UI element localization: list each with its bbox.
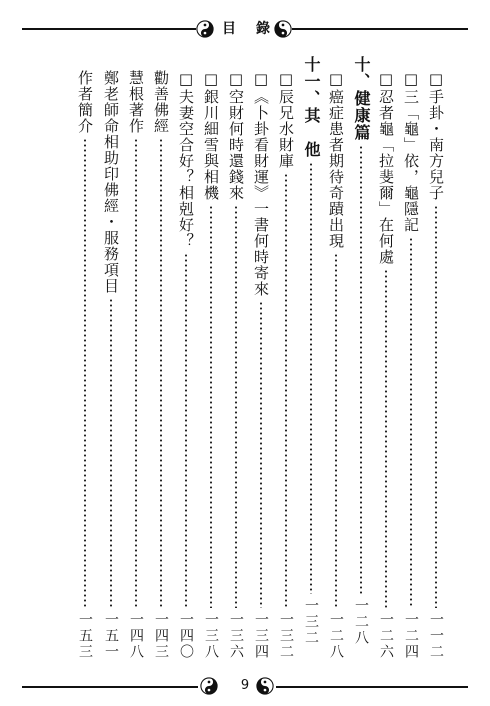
header-title-char-1: 目 bbox=[222, 21, 236, 37]
toc-section-title: 十一、其 他 bbox=[302, 56, 321, 158]
toc-entry-title: □《卜卦看財運》一書何時寄來 bbox=[252, 70, 270, 297]
toc-leader-dots bbox=[310, 162, 312, 594]
toc-leader-dots bbox=[210, 205, 212, 608]
toc-entry bbox=[398, 70, 424, 660]
yin-yang-icon bbox=[256, 677, 274, 695]
toc-entry bbox=[148, 70, 174, 660]
toc-leader-dots bbox=[235, 205, 237, 608]
toc-leader-dots bbox=[135, 138, 137, 608]
toc-entry-page: 一五一 bbox=[103, 612, 119, 660]
toc-entry-title: □忍者龜「拉斐爾」在何處 bbox=[377, 70, 395, 265]
toc-leader-dots bbox=[110, 298, 112, 608]
header-rule-left bbox=[22, 28, 196, 30]
toc-entry-title: □三「龜」依，龜隱記 bbox=[402, 70, 420, 233]
toc-entry-page: 一四〇 bbox=[178, 612, 194, 660]
toc-entry-page: 一二八 bbox=[353, 598, 369, 646]
toc-entry-page: 一三二 bbox=[303, 598, 319, 646]
toc-leader-dots bbox=[435, 205, 437, 608]
toc-entry bbox=[223, 70, 249, 660]
toc-leader-dots bbox=[285, 173, 287, 608]
toc-entry-title: □辰兄水財庫 bbox=[277, 70, 295, 169]
header-title-char-2: 錄 bbox=[256, 21, 270, 37]
toc-leader-dots bbox=[385, 269, 387, 608]
toc-entry-page: 一三二 bbox=[278, 612, 294, 660]
toc-entry-page: 一三四 bbox=[253, 612, 269, 660]
toc-entry-title: 作者簡介 bbox=[76, 70, 94, 134]
yin-yang-icon bbox=[196, 20, 214, 38]
toc-entry-page: 一二六 bbox=[378, 612, 394, 660]
toc-entry bbox=[72, 70, 98, 660]
toc-entry-title: □癌症患者期待奇蹟出現 bbox=[327, 70, 345, 249]
toc-section-heading bbox=[298, 56, 324, 646]
toc-entry bbox=[173, 70, 199, 660]
toc-entry-title: 勸善佛經 bbox=[152, 70, 170, 134]
toc-entry-page: 一二四 bbox=[403, 612, 419, 660]
toc-entry-title: □手卦・南方兒子 bbox=[427, 70, 445, 201]
toc-entry-title: 慧根著作 bbox=[127, 70, 145, 134]
toc-entry-page: 一五三 bbox=[77, 612, 93, 660]
toc-entry-page: 一四八 bbox=[128, 612, 144, 660]
toc-entry-page: 一三六 bbox=[228, 612, 244, 660]
toc-entry bbox=[123, 70, 149, 660]
toc-leader-dots bbox=[185, 253, 187, 608]
yin-yang-icon bbox=[274, 20, 292, 38]
footer-rule-right bbox=[276, 686, 468, 688]
toc-entry-page: 一二八 bbox=[328, 612, 344, 660]
header-rule-right bbox=[292, 28, 468, 30]
toc-section-heading bbox=[348, 56, 374, 646]
toc-leader-dots bbox=[260, 301, 262, 608]
toc-entry bbox=[198, 70, 224, 660]
toc-entry bbox=[373, 70, 399, 660]
toc-entry bbox=[323, 70, 349, 660]
toc-entry-title: 鄭老師命相助印佛經・服務項目 bbox=[102, 70, 120, 294]
toc-entry-title: □空財何時還錢來 bbox=[227, 70, 245, 201]
toc-leader-dots bbox=[360, 145, 362, 594]
page-number: 9 bbox=[240, 678, 250, 693]
toc-entry-page: 一四三 bbox=[153, 612, 169, 660]
toc-entry-title: □銀川細雪與相機 bbox=[202, 70, 220, 201]
toc-section-title: 十、健康篇 bbox=[352, 56, 371, 141]
toc-leader-dots bbox=[160, 138, 162, 608]
toc-entry-title: □夫妻空合好？相剋好？ bbox=[177, 70, 195, 249]
footer-rule-left bbox=[22, 686, 198, 688]
toc-entry bbox=[273, 70, 299, 660]
toc-entry-page: 一一二 bbox=[428, 612, 444, 660]
toc-leader-dots bbox=[410, 237, 412, 608]
toc-entry-page: 一三八 bbox=[203, 612, 219, 660]
toc-entry bbox=[98, 70, 124, 660]
toc-leader-dots bbox=[335, 253, 337, 608]
toc-leader-dots bbox=[84, 138, 86, 608]
yin-yang-icon bbox=[200, 677, 218, 695]
header-title bbox=[222, 20, 270, 38]
toc-entry bbox=[248, 70, 274, 660]
toc-entry bbox=[423, 70, 449, 660]
